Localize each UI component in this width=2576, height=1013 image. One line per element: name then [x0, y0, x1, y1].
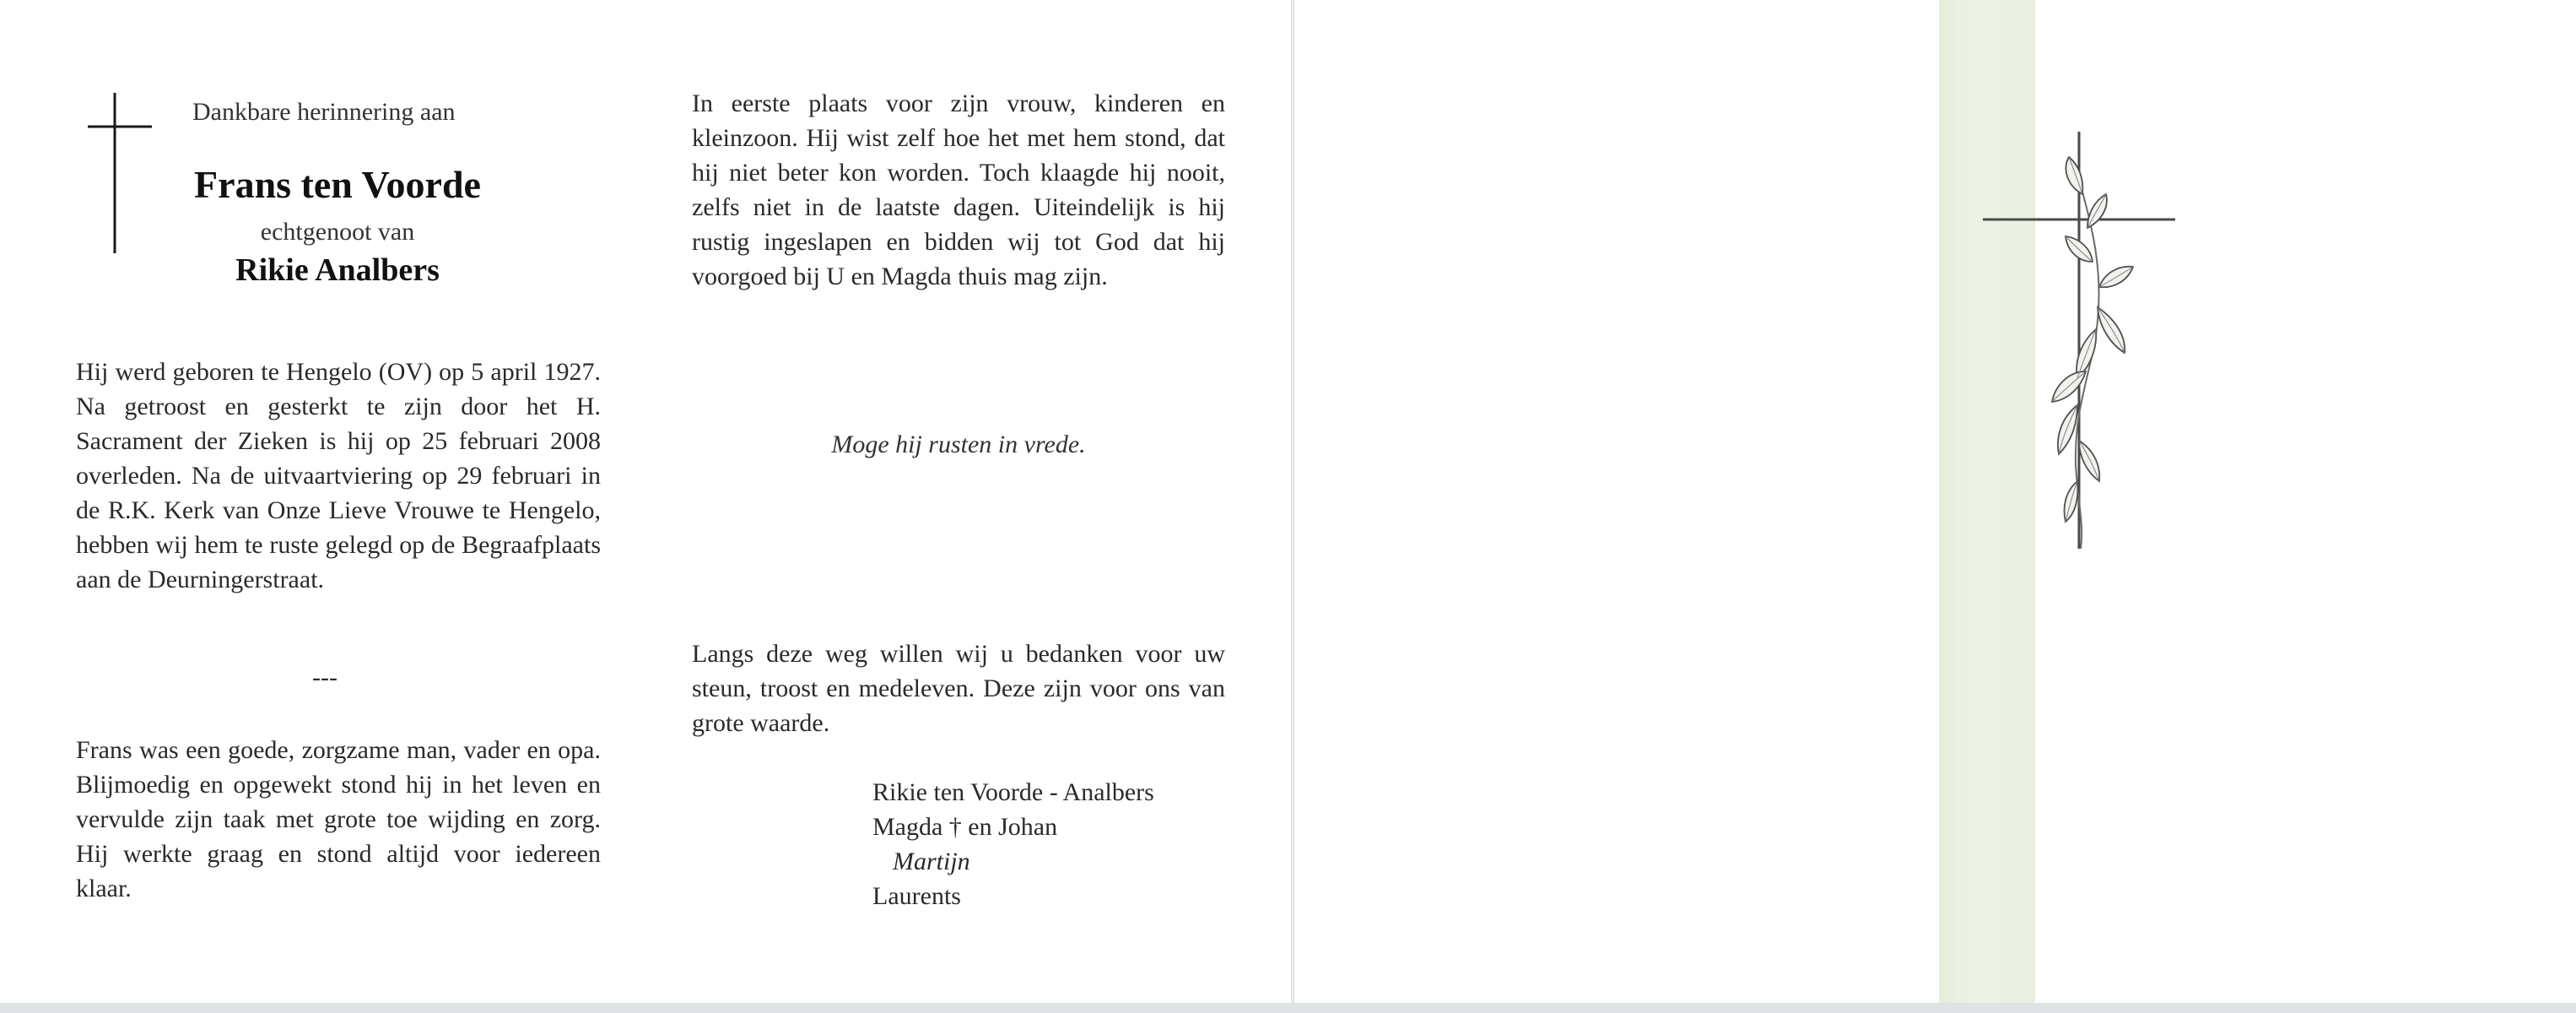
character-paragraph: Frans was een goede, zorgzame man, vader en opa. Blijmoedig en opgewekt stond hij in het leven en vervulde zijn taak met grote toe wijding en zorg. Hij werkte graag en stond altijd voor iedereen klaar. [76, 736, 601, 902]
signature-line: Magda † en Johan [872, 813, 1058, 841]
spouse-of-text: echtgenoot van [260, 218, 415, 246]
cross-with-vine-icon [1974, 127, 2194, 557]
thanks-paragraph: Langs deze weg willen wij u bedanken voor uw steun, troost en medeleven. Deze zijn voor ons van grote waarde. [692, 640, 1225, 737]
signature-line: Martijn [893, 848, 970, 875]
section-divider: --- [312, 664, 338, 691]
card-bottom-edge [0, 1003, 2576, 1013]
card-fold [1291, 0, 1294, 1013]
spouse-name: Rikie Analbers [235, 252, 440, 288]
signature-line: Rikie ten Voorde - Analbers [872, 778, 1154, 806]
remembrance-paragraph: In eerste plaats voor zijn vrouw, kinderen en kleinzoon. Hij wist zelf hoe het met hem stond, dat hij niet beter kon worden. Toch klaagde hij nooit, zelfs niet in de laatste dagen. Uiteindelijk is hij rustig ingeslapen en bidden wij tot God dat hij voorgoed bij U en Magda thuis mag zijn. [692, 89, 1225, 290]
signature-line: Laurents [872, 882, 961, 910]
intro-text: Dankbare herinnering aan [192, 98, 456, 126]
rest-in-peace-text: Moge hij rusten in vrede. [831, 431, 1086, 458]
biography-paragraph: Hij werd geboren te Hengelo (OV) op 5 april 1927. Na getroost en gesterkt te zijn door het H. Sacrament der Zieken is hij op 25 februari 2008 overleden. Na de uitvaartviering op 29 februari in de R.K. Kerk van Onze Lieve Vrouwe te Hengelo, hebben wij hem te ruste gelegd op de Begraafplaats aan de Deurningerstraat. [76, 358, 601, 593]
deceased-name: Frans ten Voorde [194, 163, 481, 206]
